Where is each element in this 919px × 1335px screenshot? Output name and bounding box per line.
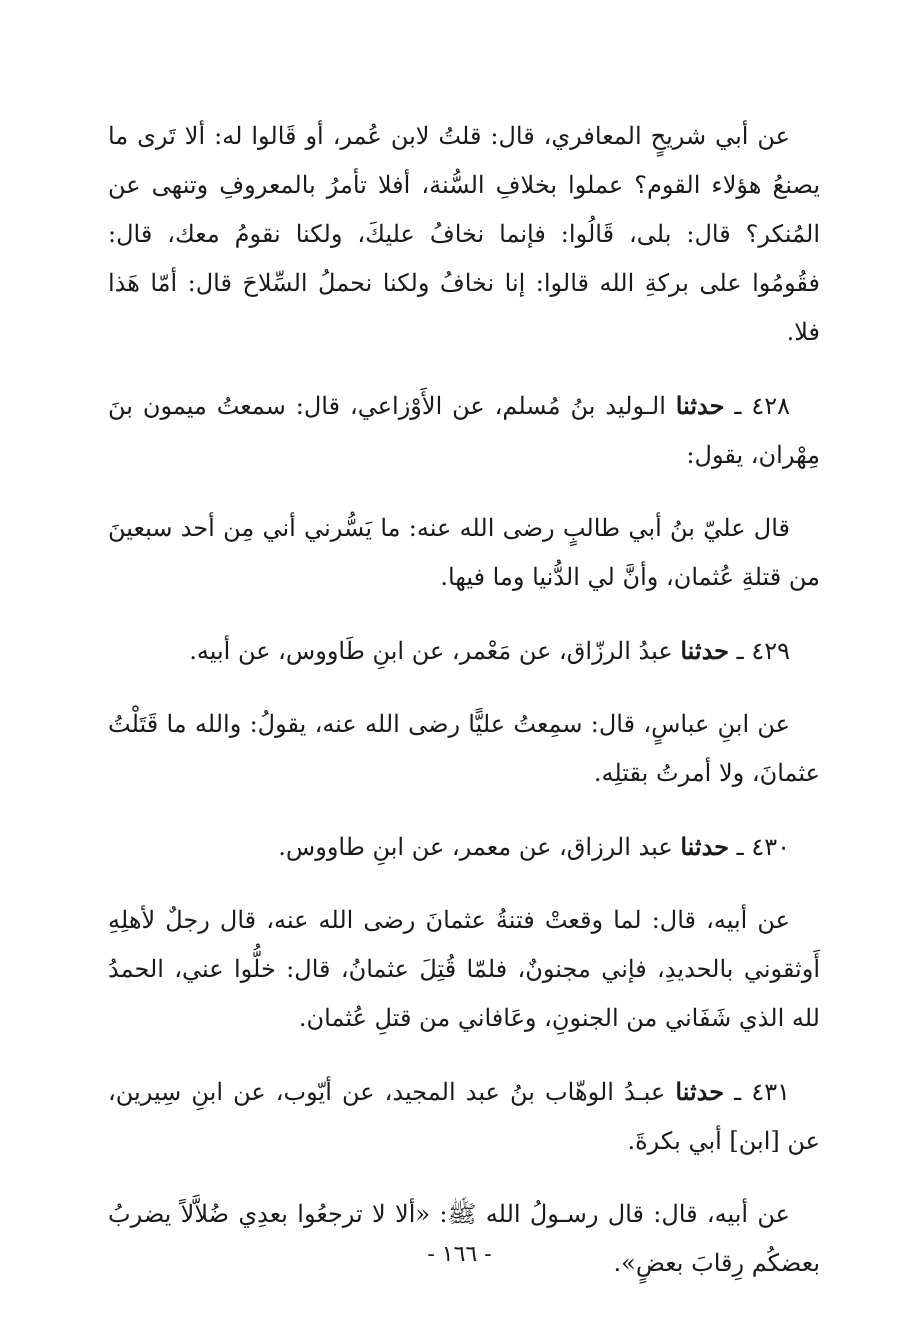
- hadith-number: ٤٢٨: [751, 392, 790, 420]
- isnad-text: عبـدُ الوهّاب بنُ عبد المجيد، عن أيّوب، عن ابنِ سِيرين، عن [ابن] أبي بكرةَ.: [108, 1078, 820, 1155]
- haddathana-keyword: حدثنا: [675, 391, 725, 420]
- isnad-430: [108, 822, 820, 872]
- hadith-dash: ـ: [736, 833, 744, 861]
- isnad-text: عبدُ الرزّاق، عن مَعْمر، عن ابنِ طَاووس، عن أبيه.: [189, 637, 673, 665]
- hadith-dash: ـ: [734, 1078, 742, 1106]
- hadith-dash: ـ: [736, 637, 744, 665]
- matn-paragraph-3: عن ابنِ عباسٍ، قال: سمِعتُ عليًّا رضى الله عنه، يقولُ: والله ما قَتَلْتُ عثمانَ، ولا أمرتُ بقتلِه.: [108, 710, 820, 787]
- haddathana-keyword: حدثنا: [675, 1077, 725, 1106]
- matn-paragraph-2: قال عليّ بنُ أبي طالبٍ رضى الله عنه: ما يَسُّرني أني مِن أحد سبعينَ من قتلةِ عُثمان، وأنَّ لي الدُّنيا وما فيها.: [108, 514, 820, 591]
- page-number: - ١٦٦ -: [427, 1242, 492, 1267]
- isnad-429: [108, 626, 820, 676]
- isnad-428: [108, 381, 820, 480]
- matn-paragraph-1: عن أبي شريحٍ المعافري، قال: قلتُ لابن عُمر، أو قَالوا له: ألا تَرى ما يصنعُ هؤلاء القوم؟ عملوا بخلافِ السُّنة، أفلا تأمرُ بالمعروفِ وتنهى عن المُنكر؟ قال: بلى، قَالُوا: فإنما نخافُ عليكَ، ولكنا نقومُ معك، قال: فقُومُوا على بركةِ الله قالوا: إنا نخافُ ولكنا نحملُ السِّلاحَ قال: أمّا هَذا فلا.: [108, 122, 820, 346]
- isnad-text: الـوليد بنُ مُسلم، عن الأَوْزاعي، قال: سمعتُ ميمون بنَ مِهْران، يقول:: [108, 392, 820, 469]
- hadith-dash: ـ: [734, 392, 742, 420]
- haddathana-keyword: حدثنا: [680, 832, 730, 861]
- matn-paragraph-4: عن أبيه، قال: لما وقعتْ فتنةُ عثمانَ رضى الله عنه، قال رجلٌ لأهلِهِ أَوثقوني بالحديدِ، فإني مجنونٌ، فلمّا قُتِلَ عثمانُ، قال: خلُّوا عني، الحمدُ لله الذي شَفَاني من الجنونِ، وعَافاني من قتلِ عُثمان.: [108, 906, 820, 1032]
- isnad-text: عبد الرزاق، عن معمر، عن ابنِ طاووس.: [278, 833, 673, 861]
- hadith-number: ٤٢٩: [751, 637, 790, 665]
- isnad-431: [108, 1067, 820, 1166]
- matn-paragraph-5: عن أبيه، قال: قال رسـولُ الله ﷺ: «ألا لا ترجعُوا بعدِي ضُلاَّلاً يضربُ بعضكُم رِقابَ بعضٍ».: [108, 1200, 820, 1277]
- page-body: [108, 112, 820, 1288]
- haddathana-keyword: حدثنا: [680, 636, 730, 665]
- hadith-number: ٤٣٠: [751, 833, 790, 861]
- hadith-number: ٤٣١: [751, 1078, 790, 1106]
